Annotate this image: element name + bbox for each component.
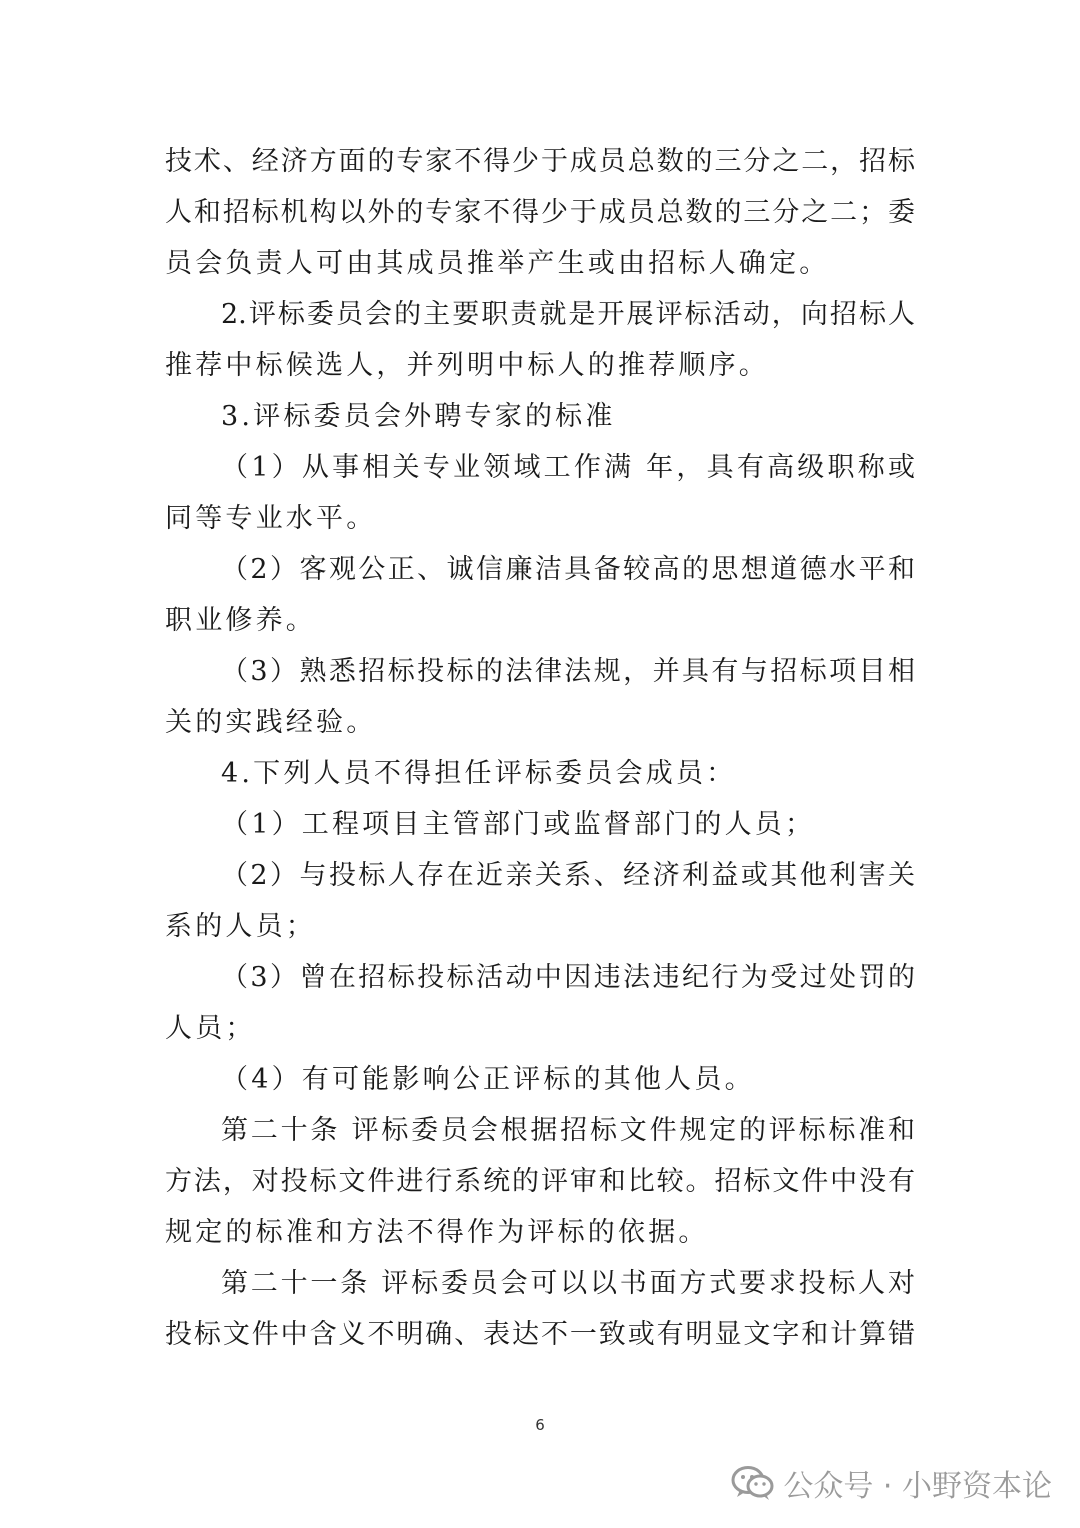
- text-line: 关的实践经验。: [165, 707, 377, 738]
- watermark: [731, 1458, 1052, 1508]
- page-number: 6: [535, 1416, 545, 1434]
- text-line: 推荐中标候选人，并列明中标人的推荐顺序。: [165, 350, 769, 381]
- text-line: 方法，对投标文件进行系统的评审和比较。招标文件中没有: [165, 1166, 915, 1197]
- text-line: （2）客观公正、诚信廉洁具备较高的思想道德水平和: [221, 554, 915, 585]
- text-line: （3）熟悉招标投标的法律法规，并具有与招标项目相: [221, 656, 915, 687]
- text-line: （2）与投标人存在近亲关系、经济利益或其他利害关: [221, 860, 915, 891]
- text-line: 系的人员；: [165, 911, 316, 942]
- text-line: 技术、经济方面的专家不得少于成员总数的三分之二，招标: [165, 146, 915, 177]
- text-line: 职业修养。: [165, 605, 316, 636]
- text-line: 投标文件中含义不明确、表达不一致或有明显文字和计算错: [165, 1319, 915, 1350]
- text-line: 人和招标机构以外的专家不得少于成员总数的三分之二；委: [165, 197, 915, 228]
- text-line: 员会负责人可由其成员推举产生或由招标人确定。: [165, 248, 830, 279]
- text-line: 第二十条 评标委员会根据招标文件规定的评标标准和: [221, 1115, 915, 1146]
- text-line: （1）从事相关专业领域工作满 年，具有高级职称或: [221, 452, 915, 483]
- text-line: 规定的标准和方法不得作为评标的依据。: [165, 1217, 709, 1248]
- body-text: [165, 136, 915, 1360]
- text-line: 第二十一条 评标委员会可以以书面方式要求投标人对: [221, 1268, 915, 1299]
- text-line: 同等专业水平。: [165, 503, 377, 534]
- text-line: （4）有可能影响公正评标的其他人员。: [221, 1064, 755, 1095]
- text-line: 3.评标委员会外聘专家的标准: [221, 401, 616, 432]
- text-line: （1）工程项目主管部门或监督部门的人员；: [221, 809, 816, 840]
- text-line: 4.下列人员不得担任评标委员会成员：: [221, 758, 737, 789]
- watermark-text: 公众号 · 小野资本论: [783, 1469, 1052, 1504]
- text-line: 人员；: [165, 1013, 256, 1044]
- text-line: （3）曾在招标投标活动中因违法违纪行为受过处罚的: [221, 962, 915, 993]
- text-line: 2.评标委员会的主要职责就是开展评标活动，向招标人: [221, 299, 915, 330]
- wechat-icon: [731, 1464, 775, 1502]
